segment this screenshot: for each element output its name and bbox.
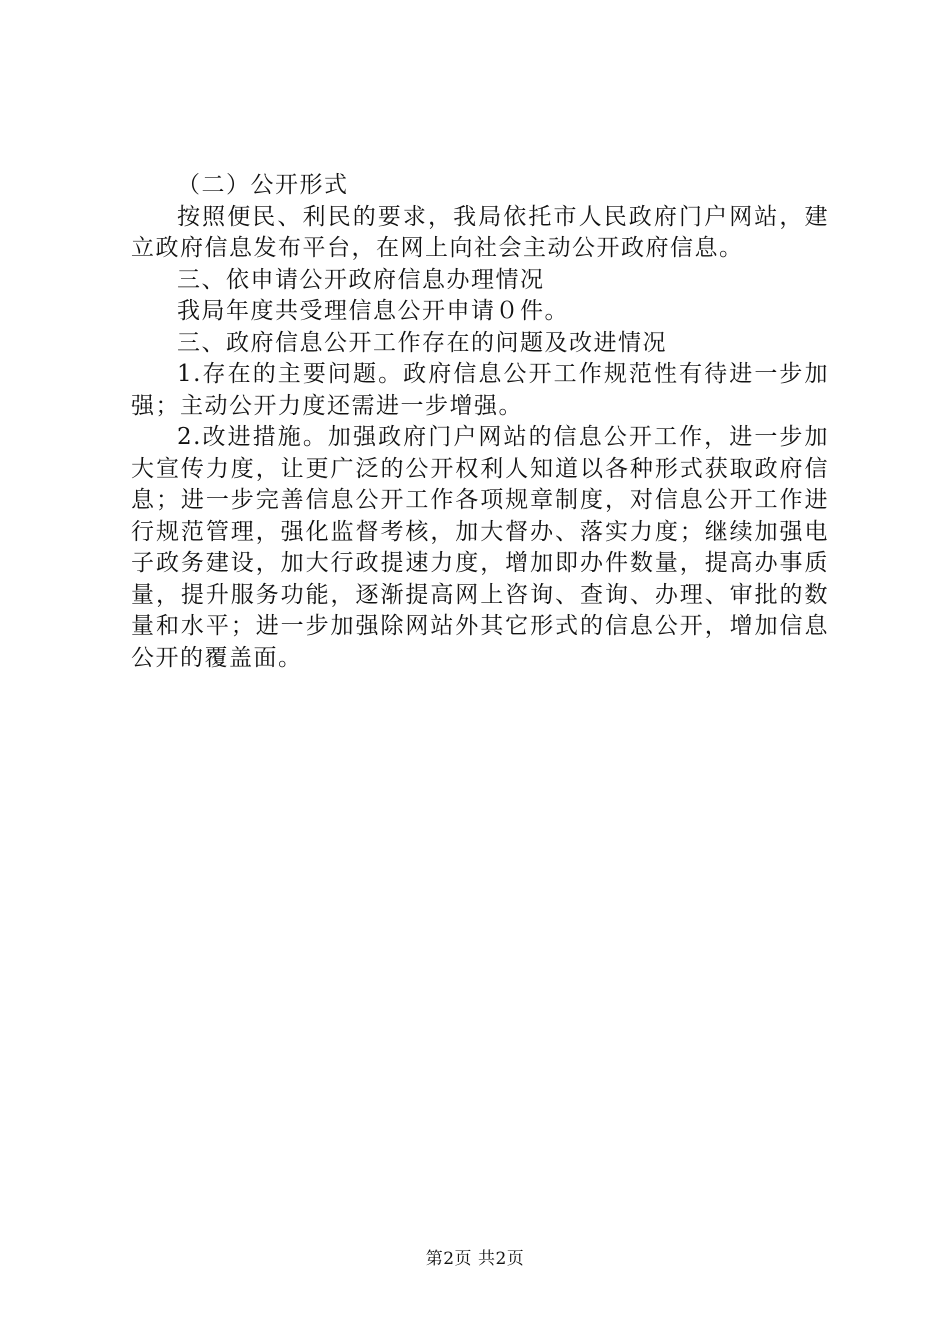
paragraph-main-problems: 1.存在的主要问题。政府信息公开工作规范性有待进一步加强；主动公开力度还需进一步增强。 xyxy=(131,361,829,419)
paragraph-improvement-measures: 2.改进措施。加强政府门户网站的信息公开工作，进一步加大宣传力度，让更广泛的公开权利人知道以各种形式获取政府信息；进一步完善信息公开工作各项规章制度，对信息公开工作进行规范管理，强化监督考核，加大督办、落实力度；继续加强电子政务建设，加大行政提速力度，增加即办件数量，提高办事质量，提升服务功能，逐渐提高网上咨询、查询、办理、审批的数量和水平；进一步加强除网站外其它形式的信息公开，增加信息公开的覆盖面。 xyxy=(131,424,829,671)
paragraph-disclosure-form: 按照便民、利民的要求，我局依托市人民政府门户网站，建立政府信息发布平台，在网上向社会主动公开政府信息。 xyxy=(131,203,829,261)
section-heading-disclosure-form: （二）公开形式 xyxy=(177,172,349,198)
section-heading-application-handling: 三、依申请公开政府信息办理情况 xyxy=(177,266,545,293)
page-number-footer: 第2页 共2页 xyxy=(425,1249,525,1269)
paragraph-application-count: 我局年度共受理信息公开申请０件。 xyxy=(177,298,569,324)
section-heading-problems-improvements: 三、政府信息公开工作存在的问题及改进情况 xyxy=(177,329,667,356)
document-body xyxy=(131,170,829,674)
